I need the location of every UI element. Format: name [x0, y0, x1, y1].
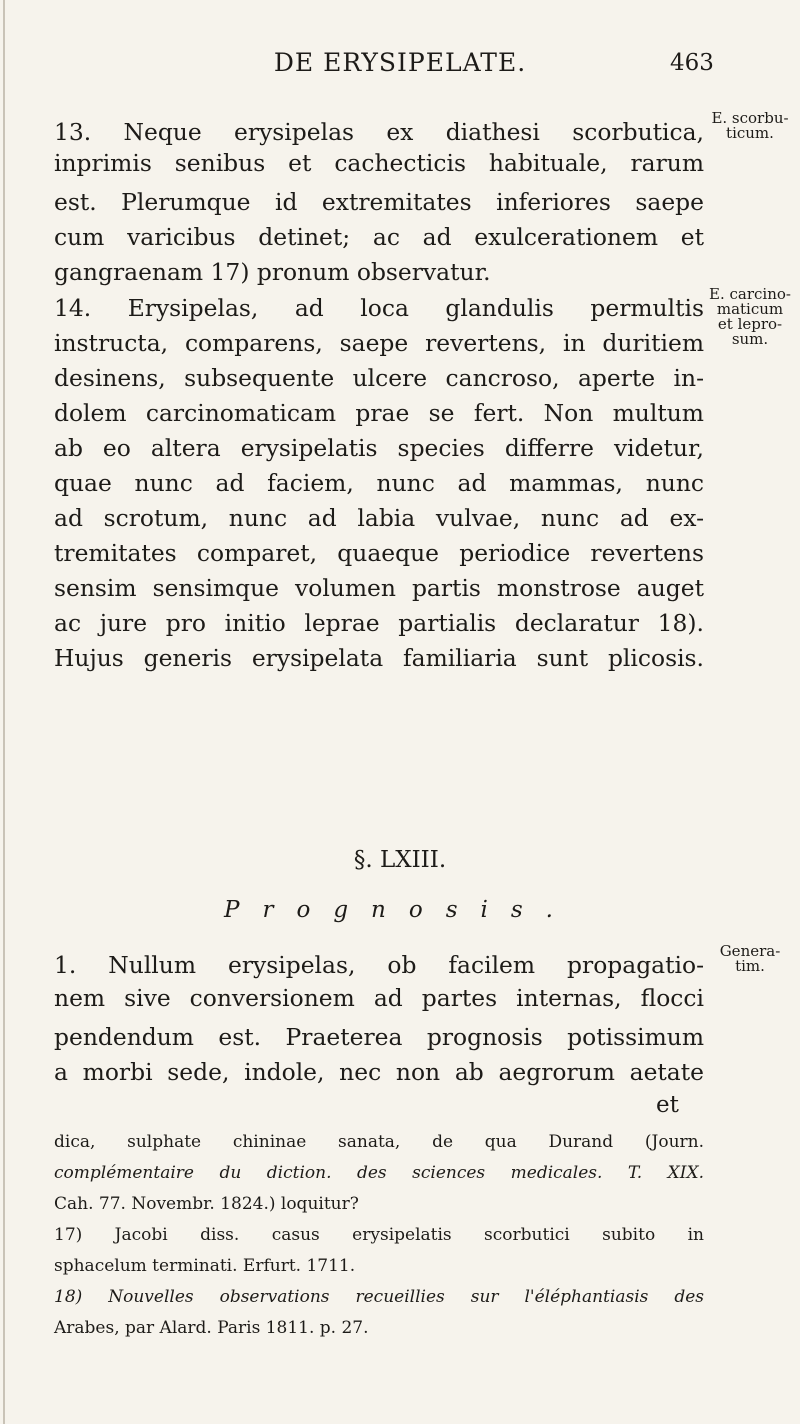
margin-note-line: E. carcino- [709, 285, 791, 303]
footnote-line: sphacelum terminati. Erfurt. 1711. [54, 1256, 356, 1276]
footnote-line: 18) Nouvelles observations recueillies sur l'éléphantiasis des [54, 1287, 704, 1307]
text-line: 13. Neque erysipelas ex diathesi scorbutica, [54, 118, 704, 146]
text-line: inprimis senibus et cachecticis habituale, rarum [54, 149, 704, 177]
text-line: ad scrotum, nunc ad labia vulvae, nunc ad ex- [54, 504, 704, 532]
section-heading: §. LXIII. [353, 847, 447, 873]
text-line: cum varicibus detinet; ac ad exulcerationem et [54, 223, 704, 251]
footnote-line: dica, sulphate chininae sanata, de qua Durand (Journ. [54, 1132, 704, 1152]
margin-note-line: sum. [731, 330, 769, 348]
margin-note-line: et lepro- [717, 315, 783, 333]
text-line: tremitates comparet, quaeque periodice revertens [54, 539, 704, 567]
text-line: nem sive conversionem ad partes internas, flocci [54, 984, 704, 1012]
text-line: est. Plerumque id extremitates inferiores saepe [54, 188, 704, 216]
margin-note-line: ticum. [726, 124, 774, 142]
text-line: quae nunc ad faciem, nunc ad mammas, nunc [54, 469, 704, 497]
text-line: desinens, subsequente ulcere cancroso, aperte in- [54, 364, 704, 392]
page-number: 463 [670, 50, 714, 76]
margin-note-generatim [705, 944, 795, 974]
text-line: ac jure pro initio leprae partialis declaratur 18). [54, 609, 704, 637]
footnote-line: Cah. 77. Novembr. 1824.) loquitur? [54, 1194, 359, 1214]
margin-note-line: maticum [716, 300, 784, 318]
text-line: pendendum est. Praeterea prognosis potissimum [54, 1023, 704, 1051]
footnote-line: complémentaire du diction. des sciences medicales. T. XIX. [54, 1163, 704, 1183]
catchword: et [656, 1092, 679, 1118]
text-line: 1. Nullum erysipelas, ob facilem propagatio- [54, 951, 704, 979]
margin-note-carcinomaticum [705, 287, 795, 347]
text-line: instructa, comparens, saepe revertens, in duritiem [54, 329, 704, 357]
text-line: Hujus generis erysipelata familiaria sunt plicosis. [54, 644, 704, 672]
text-line: ab eo altera erysipelatis species differre videtur, [54, 434, 704, 462]
margin-note-line: E. scorbu- [711, 109, 789, 127]
section-subheading: Prognosis. [224, 897, 576, 923]
margin-note-scorbuticum [705, 111, 795, 141]
page-header [0, 48, 800, 88]
text-line: dolem carcinomaticam prae se fert. Non multum [54, 399, 704, 427]
margin-note-line: Genera- [719, 942, 781, 960]
text-line: a morbi sede, indole, nec non ab aegrorum aetate [54, 1058, 704, 1086]
footnote-line: Arabes, par Alard. Paris 1811. p. 27. [54, 1318, 369, 1338]
text-line: gangraenam 17) pronum observatur. [54, 258, 491, 286]
running-title: DE ERYSIPELATE. [273, 48, 527, 77]
text-line: 14. Erysipelas, ad loca glandulis permultis [54, 294, 704, 322]
footnote-line: 17) Jacobi diss. casus erysipelatis scorbutici subito in [54, 1225, 704, 1245]
page-edge-shadow [3, 0, 5, 1424]
text-line: sensim sensimque volumen partis monstrose auget [54, 574, 704, 602]
margin-note-line: tim. [735, 957, 765, 975]
